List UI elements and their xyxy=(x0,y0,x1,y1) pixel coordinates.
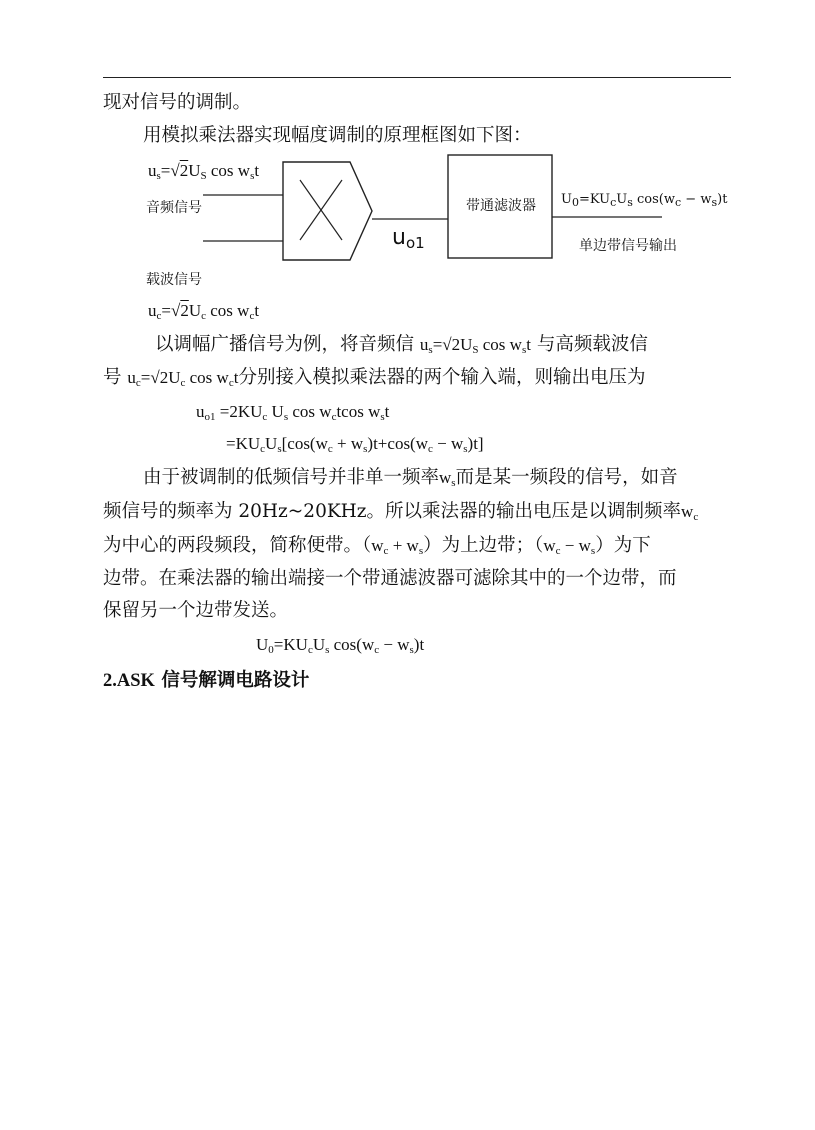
uc-w-sub: c xyxy=(249,310,255,322)
diagram-caption: 用模拟乘法器实现幅度调制的原理框图如下图： xyxy=(143,125,532,146)
eq2-ws2: s xyxy=(463,443,468,455)
para2-line1 xyxy=(143,466,678,490)
p2-l1b: 而是某一频段的信号，如音 xyxy=(455,467,678,488)
ssb-output-label: 单边带信号输出 xyxy=(579,238,677,254)
section-heading-ask xyxy=(103,666,309,692)
p2-ws xyxy=(439,468,456,487)
us-two: 2 xyxy=(179,161,189,180)
eq2-c: c xyxy=(260,443,266,455)
bandpass-filter-label: 带通滤波器 xyxy=(466,198,536,214)
uc-sub: c xyxy=(156,310,162,322)
p2-u1s: c xyxy=(383,545,389,557)
heading-text: 信号解调电路设计 xyxy=(154,670,310,691)
p2-l3a: 为中心的两段频段，简称便带。（ xyxy=(103,535,372,556)
out-c-sub: c xyxy=(610,196,617,209)
uc-two: 2 xyxy=(180,301,189,320)
uc-cos: cos w xyxy=(205,301,250,320)
us-symbol: u xyxy=(148,161,157,180)
p1-uc-sub: c xyxy=(135,377,141,389)
equation-ssb-output xyxy=(256,633,424,657)
eq1-tcos: tcos w xyxy=(336,402,381,421)
para2-line2 xyxy=(103,500,698,524)
us-U-sub: S xyxy=(200,170,207,182)
p1-uc-cos: cos w xyxy=(185,368,229,387)
carrier-signal-label: 载波信号 xyxy=(146,272,202,288)
eq2-a: [cos(w xyxy=(281,434,328,453)
eq1-rest: =2KU xyxy=(215,402,263,421)
eq3-ws: s xyxy=(409,644,414,656)
equation-uo1 xyxy=(196,400,389,424)
para2-line4: 边带。在乘法器的输出端接一个带通滤波器可滤除其中的一个边带，而 xyxy=(103,568,677,589)
eq2-rest: =KU xyxy=(226,434,261,453)
p1-uc-Usub: c xyxy=(180,377,186,389)
p1-us-wsub: s xyxy=(521,344,527,356)
eq1-c: c xyxy=(262,411,268,423)
eq1-U: U xyxy=(267,402,284,421)
p1-uc: u xyxy=(127,368,136,387)
eq1-s: s xyxy=(283,411,289,423)
p2-u1p: + w xyxy=(388,536,419,555)
out-ws-sub: s xyxy=(711,196,718,209)
eq2-minus: − w xyxy=(432,434,464,453)
eq3-wc: c xyxy=(374,644,380,656)
para1-line1 xyxy=(155,333,648,357)
audio-signal-label: 音频信号 xyxy=(146,200,202,216)
out-cos: cos(w xyxy=(632,192,675,207)
para2-line3 xyxy=(103,534,651,558)
eq1-ws: s xyxy=(380,411,385,423)
p2-u2m: − w xyxy=(560,536,591,555)
us-formula-diagram xyxy=(148,159,259,183)
eq1-t: t xyxy=(384,402,390,421)
us-eq: =√ xyxy=(160,161,180,180)
p1-us-Usub: S xyxy=(472,344,479,356)
p2-lower xyxy=(543,536,595,555)
eq3-U2: U xyxy=(312,635,326,654)
out-s-sub: s xyxy=(627,196,633,209)
uc-formula-diagram xyxy=(148,299,259,323)
eq3-cos: cos(w xyxy=(329,635,375,654)
p2-u1: w xyxy=(371,536,384,555)
multiplier-block-diagram xyxy=(0,0,815,330)
para1-line2 xyxy=(103,366,645,390)
para1-text-a: 以调幅广播信号为例，将音频信 xyxy=(155,334,415,355)
p2-l3c: ）为下 xyxy=(595,535,651,556)
p2-wc xyxy=(681,502,698,521)
eq2-end: )t] xyxy=(467,434,484,453)
p1-uc-t: t xyxy=(233,368,239,387)
output-formula-diagram xyxy=(561,188,727,212)
p2-wc-sub: c xyxy=(693,511,699,523)
eq1-cos1: cos w xyxy=(288,402,332,421)
p2-l3b: ）为上边带；（ xyxy=(423,535,544,556)
eq3-s: s xyxy=(325,644,330,656)
p2-u2: w xyxy=(543,536,556,555)
uo1-u: u xyxy=(392,225,406,250)
eq2-plus: + w xyxy=(332,434,364,453)
equation-expanded xyxy=(226,432,484,456)
out-U0: U xyxy=(561,192,572,207)
us-cos: cos w xyxy=(206,161,251,180)
p2-w: w xyxy=(439,468,452,487)
uc-eq: =√ xyxy=(161,301,181,320)
out-KU: =KU xyxy=(578,192,611,207)
p1-us-cos: cos w xyxy=(478,335,522,354)
eq3-minus: − w xyxy=(379,635,410,654)
p2-l2a: 频信号的频率为 20Hz~20KHz。所以乘法器的输出电压是以调制频率 xyxy=(103,501,682,522)
eq1-wc: c xyxy=(331,411,337,423)
p1-us-rest: =√2U xyxy=(432,335,473,354)
us-w-sub: s xyxy=(250,170,255,182)
us-sub: s xyxy=(156,170,161,182)
out-end: )t xyxy=(717,192,728,207)
out-U: U xyxy=(616,192,628,207)
us-t: t xyxy=(254,161,260,180)
out-wc-sub: c xyxy=(675,196,682,209)
eq2-ws: s xyxy=(363,443,368,455)
out-minus: − w xyxy=(681,192,712,207)
eq2-U: U xyxy=(265,434,278,453)
uc-t: t xyxy=(254,301,260,320)
p1-uc-rest: =√2U xyxy=(140,368,181,387)
p2-u2s2: s xyxy=(590,545,596,557)
p1-uc-wsub: c xyxy=(228,377,234,389)
uc-symbol: u xyxy=(148,301,157,320)
p2-wsub: s xyxy=(451,477,456,489)
eq3-U: U xyxy=(256,635,269,654)
p2-u2s: c xyxy=(555,545,561,557)
p1-us-t: t xyxy=(526,335,531,354)
eq1-sub: o1 xyxy=(204,411,216,423)
para1-text-c: 号 xyxy=(103,367,122,388)
intro-line: 现对信号的调制。 xyxy=(103,92,252,113)
heading-number: 2.ASK xyxy=(103,671,155,691)
eq2-wc: c xyxy=(327,443,333,455)
para2-line5: 保留另一个边带发送。 xyxy=(103,600,289,621)
p2-l1a: 由于被调制的低频信号并非单一频率 xyxy=(143,467,440,488)
p2-wc-w: w xyxy=(681,502,694,521)
p1-us-sub: s xyxy=(428,344,433,356)
uo1-label xyxy=(392,226,425,250)
eq3-rest: =KU xyxy=(273,635,308,654)
eq1-u: u xyxy=(196,402,205,421)
eq2-s: s xyxy=(277,443,282,455)
uo1-sub: o1 xyxy=(405,234,425,252)
para1-us-formula xyxy=(420,335,531,354)
eq3-end: )t xyxy=(413,635,425,654)
eq3-sub0: 0 xyxy=(268,644,274,656)
eq3-c: c xyxy=(307,644,313,656)
uc-U: U xyxy=(188,301,202,320)
out-U0-sub: 0 xyxy=(571,196,579,209)
uc-U-sub: c xyxy=(201,310,206,322)
us-U: U xyxy=(188,161,201,180)
para1-uc-formula xyxy=(127,368,238,387)
para1-text-b: 与高频载波信 xyxy=(536,334,648,355)
p2-u1s2: s xyxy=(418,545,424,557)
para1-text-d: 分别接入模拟乘法器的两个输入端，则输出电压为 xyxy=(238,367,646,388)
p1-us: u xyxy=(419,335,429,354)
eq2-wc2: c xyxy=(428,443,433,455)
p2-upper xyxy=(371,536,423,555)
eq2-b: )t+cos(w xyxy=(367,434,428,453)
multiplier-block xyxy=(283,162,372,260)
